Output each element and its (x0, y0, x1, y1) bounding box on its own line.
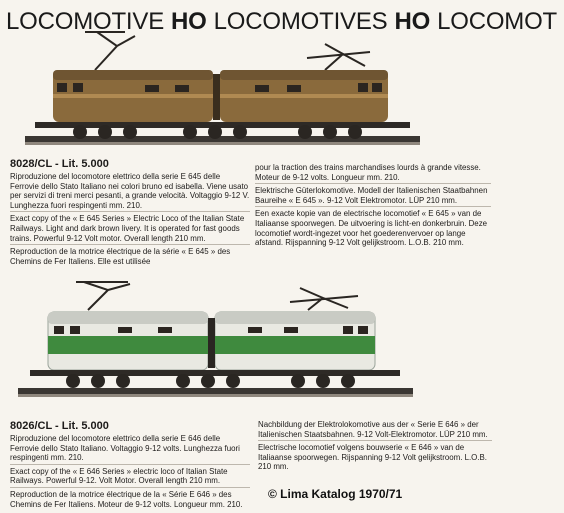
description-dutch: Een exacte kopie van de electrische locomotief « E 645 » van de Italiaanse spoorwegen. De uitvoering is licht-en donkerbruin. Deze locomotief wordt-ingezet voor het goederenvervoer op lange afstand. Rijspanning 9-12 Volt gelijkstroom. L.O.B. 210 mm. (255, 209, 488, 248)
description-dutch: Electrische locomotief volgens bouwserie « E 646 » van de Italiaanse spoorwegen. Rijspanning 9-12 Volt gelijkstroom. L.O.B. 210 mm. (258, 443, 487, 472)
banner-word: LOCOMOTIVE (6, 8, 165, 35)
description-column-right (255, 163, 491, 251)
description-column-left (10, 172, 250, 269)
banner-word: LOCOMOT (437, 8, 558, 35)
description-english: Exact copy of the « E 646 Series » electric loco of Italian State Railways. Powerful 9-12. Volt Motor. Overall length 210 mm. (10, 467, 250, 488)
description-english: Exact copy of the « E 645 Series » Electric Loco of the Italian State Railways. Light and dark brown livery. It is operated for fast goods trains. Powerful 9-12 Volt motor. Overall length 210 mm. (10, 214, 250, 245)
banner-word: HO (394, 8, 431, 35)
copyright-caption: © Lima Katalog 1970/71 (268, 487, 403, 501)
description-french: Reproduction de la motrice électrique de la « Série E 646 » des Chemins de Fer Italiens. Moteur de 9-12 volts. Longueur mm. 210. (10, 489, 243, 509)
description-column-left (10, 434, 250, 512)
item-code: 8026/CL - Lit. 5.000 (10, 420, 109, 432)
description-french-cont: pour la traction des trains marchandises lourds à grande vitesse. Moteur de 9-12 volts. Longueur mm. 210. (255, 163, 491, 184)
item-code: 8028/CL - Lit. 5.000 (10, 158, 109, 170)
description-column-right (258, 420, 492, 475)
description-german: Elektrische Güterlokomotive. Modell der Italienischen Staatbahnen Baureihe « E 645 ». 9-12 Volt Elektromotor. LÜP 210 mm. (255, 186, 491, 207)
description-german: Nachbildung der Elektrolokomotive aus der « Serie E 646 » der Italienischen Staatsbahnen. 9-12 Volt-Elektromotor. LÜP 210 mm. (258, 420, 492, 441)
description-italian: Riproduzione del locomotore elettrico della serie E 646 delle Ferrovie dello Stato Italiano. Voltaggio 9-12 volts. Lunghezza fuori respingenti mm. 210. (10, 434, 250, 465)
banner-word: LOCOMOTIVES (213, 8, 388, 35)
description-french: Reproduction de la motrice électrique de la série « E 645 » des Chemins de Fer Italiens. Elle est utilisée (10, 247, 231, 266)
banner-word: HO (171, 8, 207, 35)
locomotive-image-e646 (18, 280, 413, 400)
locomotive-image-e645 (25, 28, 420, 150)
description-italian: Riproduzione del locomotore elettrico della serie E 645 delle Ferrovie dello Stato Italiano nei colori bruno ed isabella. Viene usato per servizi di treni merci pesanti, a grande velocità. Voltaggio 9-12 V. Lunghezza fuori respingenti mm. 210. (10, 172, 250, 212)
